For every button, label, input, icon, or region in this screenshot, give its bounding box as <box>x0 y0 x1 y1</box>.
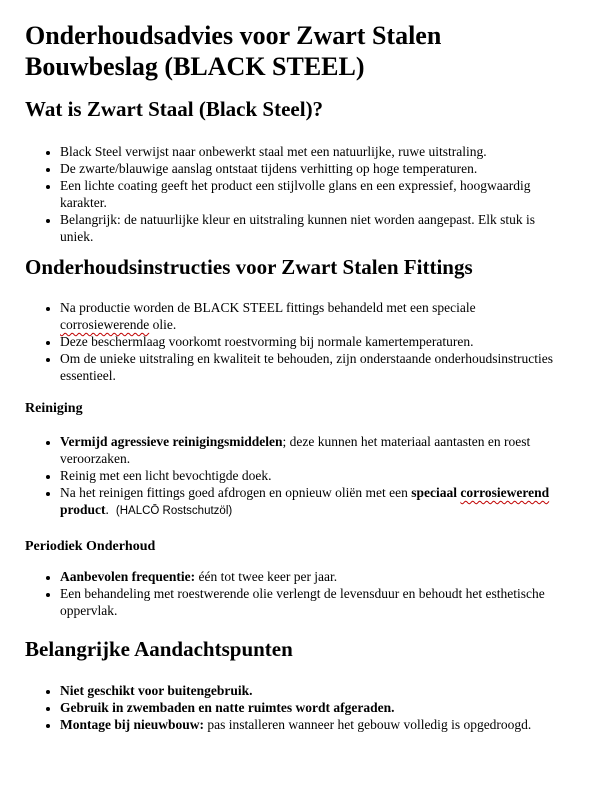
list-item-text: De zwarte/blauwige aanslag ontstaat tijdens verhitting op hoge temperaturen. <box>60 161 478 176</box>
list-item-text-bold: speciaal <box>411 485 461 500</box>
bullet-list-periodiek <box>25 568 586 619</box>
product-note: (HALCŌ Rostschutzöl) <box>115 505 233 517</box>
list-item <box>60 699 557 716</box>
heading-onderhoudsinstructies: Onderhoudsinstructies voor Zwart Stalen Fittings <box>25 255 473 279</box>
heading-reiniging: Reiniging <box>25 401 83 416</box>
bullet-list-instructions <box>25 299 586 384</box>
list-item <box>60 299 557 333</box>
list-item-text-bold: Aanbevolen frequentie: <box>60 569 196 584</box>
list-item-text-bold: product <box>60 502 106 517</box>
list-item-text-bold: Gebruik in zwembaden en natte ruimtes wordt afgeraden. <box>60 700 395 715</box>
bullet-list-aandachtspunten <box>25 682 586 733</box>
document-title: Onderhoudsadvies voor Zwart Stalen Bouwbeslag (BLACK STEEL) <box>25 21 442 81</box>
misspelled-word: corrosiewerende <box>60 317 150 332</box>
list-item <box>60 716 557 733</box>
list-item-text: pas installeren wanneer het gebouw volledig is opgedroogd. <box>204 717 532 732</box>
list-item-text: Een lichte coating geeft het product een stijlvolle glans en een expressief, hoogwaardig karakter. <box>60 178 531 210</box>
list-item-text: Na productie worden de BLACK STEEL fittings behandeld met een speciale <box>60 300 476 315</box>
list-item <box>60 585 557 619</box>
misspelled-word: corrosiewerend <box>460 485 550 500</box>
list-item <box>60 350 557 384</box>
heading-belangrijke-aandachtspunten: Belangrijke Aandachtspunten <box>25 637 293 661</box>
bullet-list-what-is <box>25 143 586 245</box>
list-item <box>60 467 557 484</box>
list-item-text: Belangrijk: de natuurlijke kleur en uitstraling kunnen niet worden aangepast. Elk stuk is uniek. <box>60 212 536 244</box>
list-item <box>60 160 557 177</box>
list-item-text: Na het reinigen fittings goed afdrogen en opnieuw oliën met een <box>60 485 412 500</box>
list-item-text-bold: Montage bij nieuwbouw: <box>60 717 205 732</box>
list-item-text: Reinig met een licht bevochtigde doek. <box>60 468 272 483</box>
list-item <box>60 177 557 211</box>
list-item <box>60 433 557 467</box>
heading-wat-is-zwart-staal: Wat is Zwart Staal (Black Steel)? <box>25 97 324 121</box>
bullet-list-reiniging <box>25 433 586 520</box>
list-item-text: ; deze kunnen het materiaal aantasten en roest veroorzaken. <box>60 434 531 466</box>
list-item-text: . <box>105 502 109 517</box>
list-item-text: één tot twee keer per jaar. <box>195 569 338 584</box>
list-item-text: olie. <box>149 317 177 332</box>
list-item <box>60 682 557 699</box>
document-page <box>0 20 611 733</box>
list-item-text-bold: Niet geschikt voor buitengebruik. <box>60 683 253 698</box>
list-item-text: Black Steel verwijst naar onbewerkt staal met een natuurlijke, ruwe uitstraling. <box>60 144 487 159</box>
heading-periodiek-onderhoud: Periodiek Onderhoud <box>25 539 156 554</box>
list-item-text: Deze beschermlaag voorkomt roestvorming bij normale kamertemperaturen. <box>60 334 474 349</box>
list-item <box>60 143 557 160</box>
list-item-text-bold: Vermijd agressieve reinigingsmiddelen <box>60 434 283 449</box>
list-item <box>60 211 557 245</box>
list-item-text: Een behandeling met roestwerende olie verlengt de levensduur en behoudt het esthetische oppervlak. <box>60 586 545 618</box>
list-item <box>60 333 557 350</box>
list-item-text: Om de unieke uitstraling en kwaliteit te behouden, zijn onderstaande onderhoudsinstructies essentieel. <box>60 351 553 383</box>
list-item <box>60 484 557 520</box>
list-item <box>60 568 557 585</box>
